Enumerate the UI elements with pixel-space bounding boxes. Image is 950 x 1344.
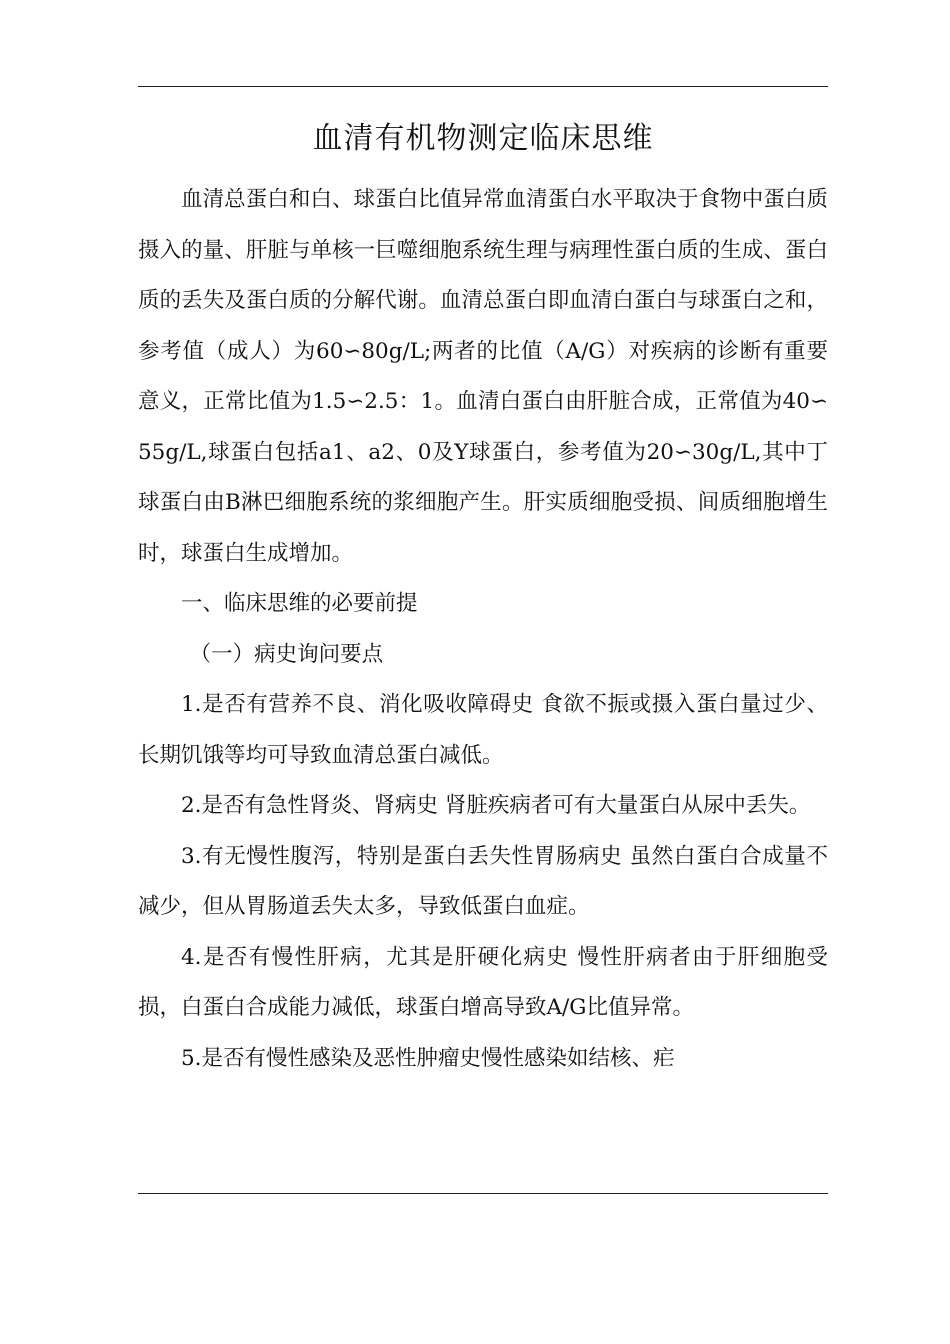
paragraph-intro: 血清总蛋白和白、球蛋白比值异常血清蛋白水平取决于食物中蛋白质摄入的量、肝脏与单核一巨噬细胞系统生理与病理性蛋白质的生成、蛋白质的丢失及蛋白质的分解代谢。血清总蛋白即血清白蛋白与球蛋白之和，参考值（成人）为60∽80g/L;两者的比值（A/G）对疾病的诊断有重要意义，正常比值为1.5∽2.5：1。血清白蛋白由肝脏合成，正常值为40∽55g/L,球蛋白包括a1、a2、0及Y球蛋白，参考值为20∽30g/L,其中丁球蛋白由B淋巴细胞系统的浆细胞产生。肝实质细胞受损、间质细胞增生时，球蛋白生成增加。 [138,187,828,566]
list-item-2: 2.是否有急性肾炎、肾病史 肾脏疾病者可有大量蛋白从尿中丢失。 [181,793,811,818]
document-body [138,112,828,1084]
footer-rule [138,1193,828,1194]
subsection-heading: （一）病史询问要点 [189,641,384,667]
document-title: 血清有机物测定临床思维 [312,121,654,156]
section-heading: 一、临床思维的必要前提 [181,591,418,616]
list-item-1: 1.是否有营养不良、消化吸收障碍史 食欲不振或摄入蛋白量过少、长期饥饿等均可导致血清总蛋白减低。 [138,692,828,768]
list-item-4: 4.是否有慢性肝病，尤其是肝硬化病史 慢性肝病者由于肝细胞受损，白蛋白合成能力减低，球蛋白增高导致A/G比值异常。 [138,944,828,1020]
list-item-3: 3.有无慢性腹泻，特别是蛋白丢失性胃肠病史 虽然白蛋白合成量不减少，但从胃肠道丢失太多，导致低蛋白血症。 [138,843,828,919]
header-rule [138,86,828,87]
list-item-5: 5.是否有慢性感染及恶性肿瘤史慢性感染如结核、疟 [181,1045,675,1071]
